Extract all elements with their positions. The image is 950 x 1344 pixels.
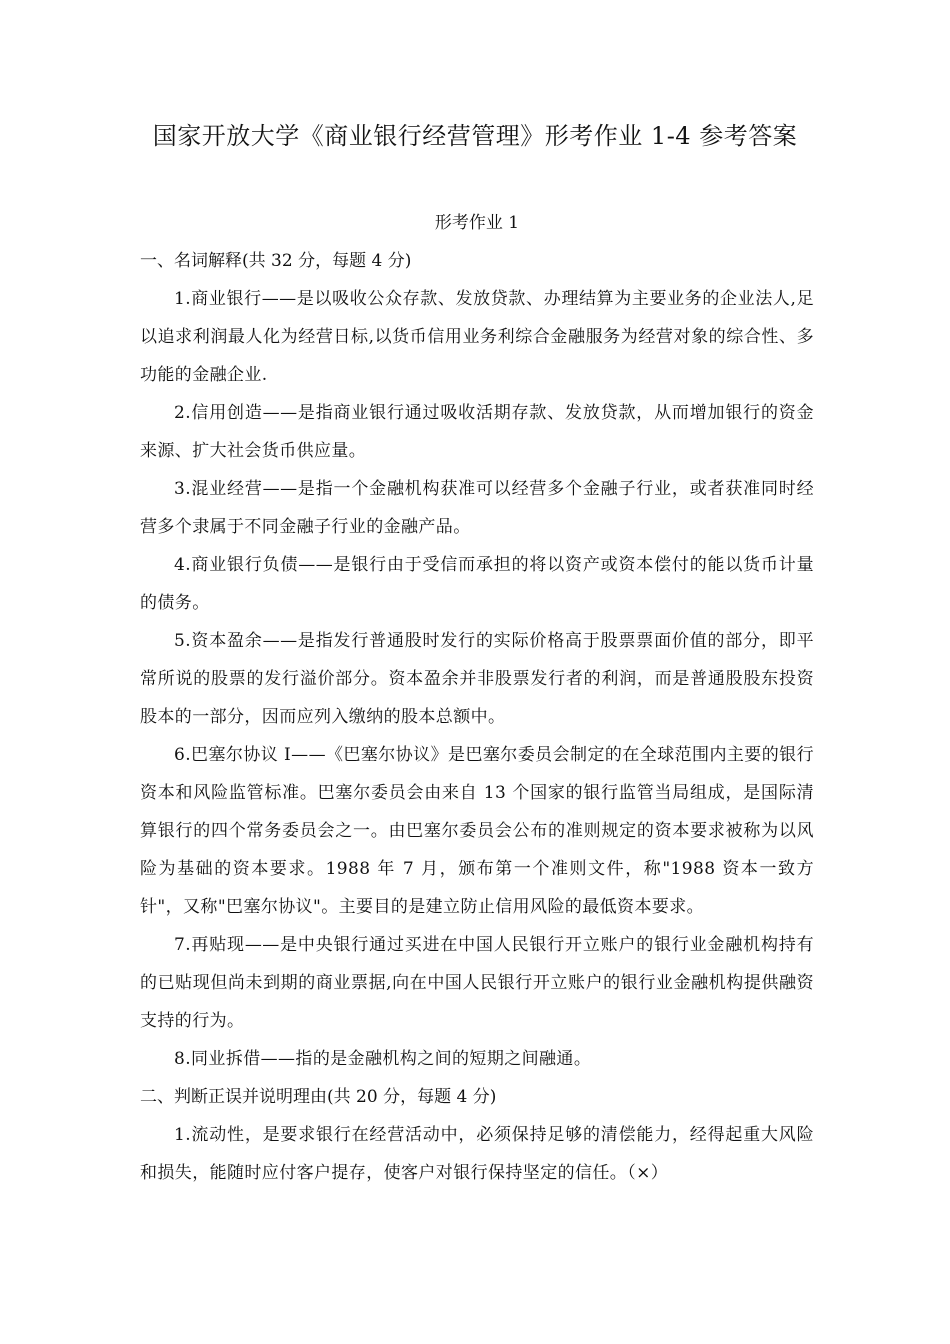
paragraph: 7.再贴现——是中央银行通过买进在中国人民银行开立账户的银行业金融机构持有的已贴现但尚未到期的商业票据,向在中国人民银行开立账户的银行业金融机构提供融资支持的行为。 xyxy=(140,935,814,1031)
assignment-title: 形考作业 1 xyxy=(434,213,520,233)
paragraph: 1.流动性，是要求银行在经营活动中，必须保持足够的清偿能力，经得起重大风险和损失，能随时应付客户提存，使客户对银行保持坚定的信任。（×） xyxy=(140,1125,814,1183)
section-true-false xyxy=(140,1078,814,1192)
paragraph: 4.商业银行负债——是银行由于受信而承担的将以资产或资本偿付的能以货币计量的债务。 xyxy=(140,555,814,613)
paragraph: 5.资本盈余——是指发行普通股时发行的实际价格高于股票票面价值的部分，即平常所说的股票的发行溢价部分。资本盈余并非股票发行者的利润，而是普通股股东投资股本的一部分，因而应列入缴纳的股本总额中。 xyxy=(140,631,814,727)
section-heading: 一、名词解释(共 32 分，每题 4 分) xyxy=(140,251,412,271)
document-body xyxy=(140,204,814,1192)
paragraph: 3.混业经营——是指一个金融机构获准可以经营多个金融子行业，或者获准同时经营多个隶属于不同金融子行业的金融产品。 xyxy=(140,479,814,537)
section-definitions xyxy=(140,242,814,1078)
paragraph: 1.商业银行——是以吸收公众存款、发放贷款、办理结算为主要业务的企业法人,足以追求利润最人化为经营日标,以货币信用业务利综合金融服务为经营对象的综合性、多功能的金融企业. xyxy=(140,289,814,385)
paragraph: 2.信用创造——是指商业银行通过吸收活期存款、发放贷款，从而增加银行的资金来源、扩大社会货币供应量。 xyxy=(140,403,814,461)
document-title: 国家开放大学《商业银行经营管理》形考作业 1-4 参考答案 xyxy=(152,122,798,150)
section-heading: 二、判断正误并说明理由(共 20 分，每题 4 分) xyxy=(140,1087,497,1107)
paragraph: 6.巴塞尔协议 Ⅰ——《巴塞尔协议》是巴塞尔委员会制定的在全球范围内主要的银行资本和风险监管标准。巴塞尔委员会由来自 13 个国家的银行监管当局组成，是国际清算银行的四个常务委员会之一。由巴塞尔委员会公布的准则规定的资本要求被称为以风险为基础的资本要求。1988 年 7 月，颁布第一个准则文件，称"1988 资本一致方针"，又称"巴塞尔协议"。主要目的是建立防止信用风险的最低资本要求。 xyxy=(140,745,814,917)
paragraph: 8.同业拆借——指的是金融机构之间的短期之间融通。 xyxy=(174,1049,592,1069)
